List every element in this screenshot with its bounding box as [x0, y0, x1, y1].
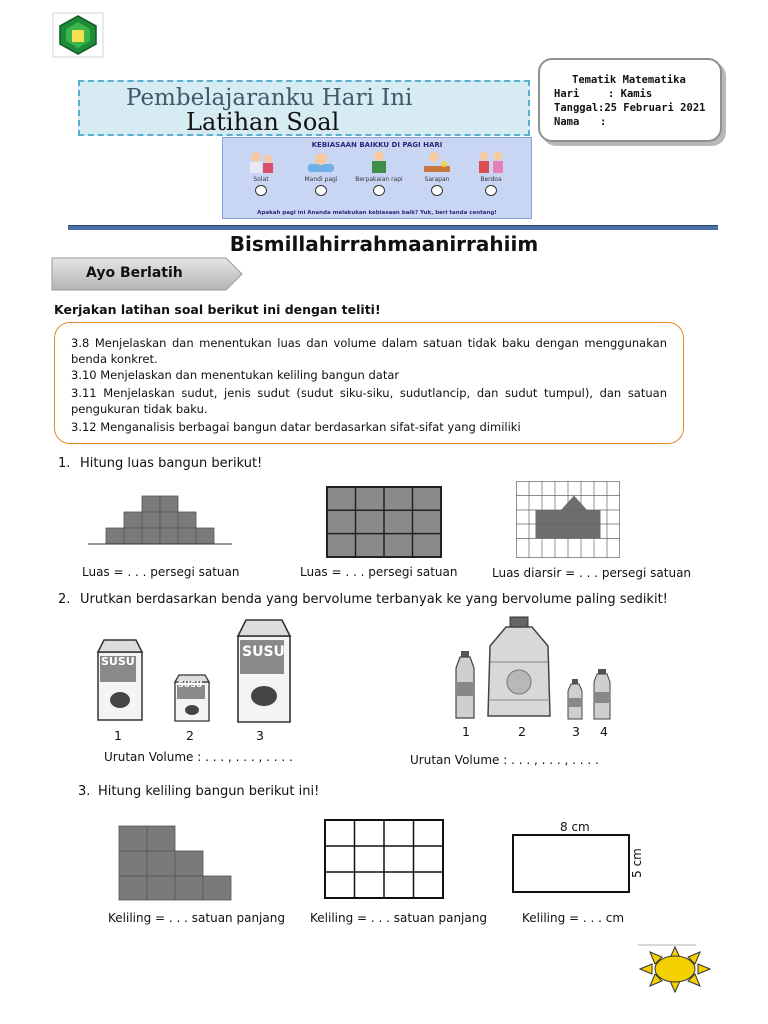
habit-item: Mandi pagi	[295, 150, 347, 196]
q3-answer-1: Keliling = . . . satuan panjang	[108, 911, 285, 925]
milk-label-3: SUSU	[242, 644, 285, 660]
milk-number-2: 2	[186, 728, 194, 743]
section-tab	[52, 256, 242, 292]
milk-carton-medium-icon	[94, 638, 146, 722]
competency-item: 3.10 Menjelaskan dan menentukan keliling bangun datar	[71, 368, 400, 382]
bottle-number-3: 3	[572, 724, 580, 739]
q3-staircase-shape	[118, 825, 232, 901]
habits-footer: Apakah pagi ini Ananda melakukan kebiasaan baik? Yuk, beri tanda centang!	[257, 210, 497, 216]
gallon-jug-icon	[484, 616, 554, 722]
q3-grid-shape	[324, 819, 444, 899]
milk-label-2: SUSU	[178, 680, 203, 689]
milk-label-1: SUSU	[101, 655, 135, 668]
q1-number: 1.	[58, 456, 71, 471]
q1-staircase-shape	[88, 490, 232, 546]
habit-item: Berpakaian rapi	[353, 150, 405, 196]
habit-checkbox[interactable]	[255, 185, 267, 196]
morning-habits-panel	[222, 137, 532, 219]
bathing-child-icon	[304, 150, 338, 174]
q1-shaded-grid-shape	[516, 481, 620, 558]
competency-item: 3.12 Menganalisis berbagai bangun datar berdasarkan sifat-sifat yang dimiliki	[71, 420, 521, 434]
banner-subtitle: Pembelajaranku Hari Ini	[126, 85, 413, 111]
date-row: Tanggal :25 Februari 2021	[554, 102, 706, 114]
q2-text: Urutkan berdasarkan benda yang bervolume terbanyak ke yang bervolume paling sedikit!	[80, 592, 668, 607]
order-volume-right: Urutan Volume : . . . , . . . , . . . .	[410, 753, 599, 767]
competencies-box	[54, 322, 684, 444]
q1-answer-1: Luas = . . . persegi satuan	[82, 565, 240, 579]
rect-width-label: 8 cm	[560, 820, 590, 834]
bottle-number-4: 4	[600, 724, 608, 739]
order-volume-left: Urutan Volume : . . . , . . . , . . . .	[104, 750, 293, 764]
info-box	[538, 58, 722, 142]
day-value: : Kamis	[608, 88, 653, 100]
bottle-number-2: 2	[518, 724, 526, 739]
date-value: :25 Februari 2021	[598, 102, 706, 114]
rect-height-label: 5 cm	[629, 848, 644, 878]
q1-answer-3: Luas diarsir = . . . persegi satuan	[492, 566, 692, 580]
breakfast-icon	[420, 150, 454, 174]
bottle-short-icon	[592, 668, 612, 720]
q1-text: Hitung luas bangun berikut!	[80, 456, 263, 471]
name-value: :	[600, 116, 607, 128]
competency-item: 3.11 Menjelaskan sudut, jenis sudut (sudut siku-siku, sudutlancip, dan sudut tumpul), dan satuan pengukuran tidak baku.	[71, 386, 667, 416]
q3-rectangle-shape	[512, 834, 630, 894]
q3-answer-2: Keliling = . . . satuan panjang	[310, 911, 487, 925]
milk-number-1: 1	[114, 728, 122, 743]
bottle-small-icon	[566, 678, 584, 720]
subject-title: Tematik Matematika	[572, 74, 686, 86]
day-row: Hari : Kamis	[554, 88, 653, 100]
habit-item: Solat	[235, 150, 287, 196]
q3-number: 3.	[78, 784, 91, 799]
habit-item: Berdoa	[465, 150, 517, 196]
q1-answer-2: Luas = . . . persegi satuan	[300, 565, 458, 579]
praying-child-icon	[244, 150, 278, 174]
q3-answer-3: Keliling = . . . cm	[522, 911, 625, 925]
dressing-child-icon	[362, 150, 396, 174]
banner-title: Latihan Soal	[186, 108, 340, 136]
school-logo-icon	[52, 12, 104, 58]
milk-carton-large-icon	[234, 618, 296, 724]
habit-checkbox[interactable]	[431, 185, 443, 196]
habit-checkbox[interactable]	[373, 185, 385, 196]
bismillah-heading: Bismillahirrahmaanirrahiim	[229, 232, 539, 256]
bottle-number-1: 1	[462, 724, 470, 739]
lesson-banner	[78, 80, 530, 136]
habit-checkbox[interactable]	[485, 185, 497, 196]
section-tab-label: Ayo Berlatih	[86, 265, 183, 281]
name-row: Nama :	[554, 116, 607, 128]
q2-number: 2.	[58, 592, 71, 607]
instruction-text: Kerjakan latihan soal berikut ini dengan teliti!	[54, 302, 381, 317]
bottle-medium-icon	[452, 650, 478, 720]
header-divider	[68, 225, 718, 230]
q1-grid-shape	[326, 486, 442, 558]
praying-children-icon	[474, 150, 508, 174]
milk-number-3: 3	[256, 728, 264, 743]
habits-heading: KEBIASAAN BAIKKU DI PAGI HARI	[311, 141, 443, 149]
competency-item: 3.8 Menjelaskan dan menentukan luas dan volume dalam satuan tidak baku dengan menggunakan benda konkret.	[71, 336, 667, 366]
q3-text: Hitung keliling bangun berikut ini!	[98, 784, 320, 799]
sun-icon	[638, 944, 712, 994]
habit-item: Sarapan	[411, 150, 463, 196]
habit-checkbox[interactable]	[315, 185, 327, 196]
